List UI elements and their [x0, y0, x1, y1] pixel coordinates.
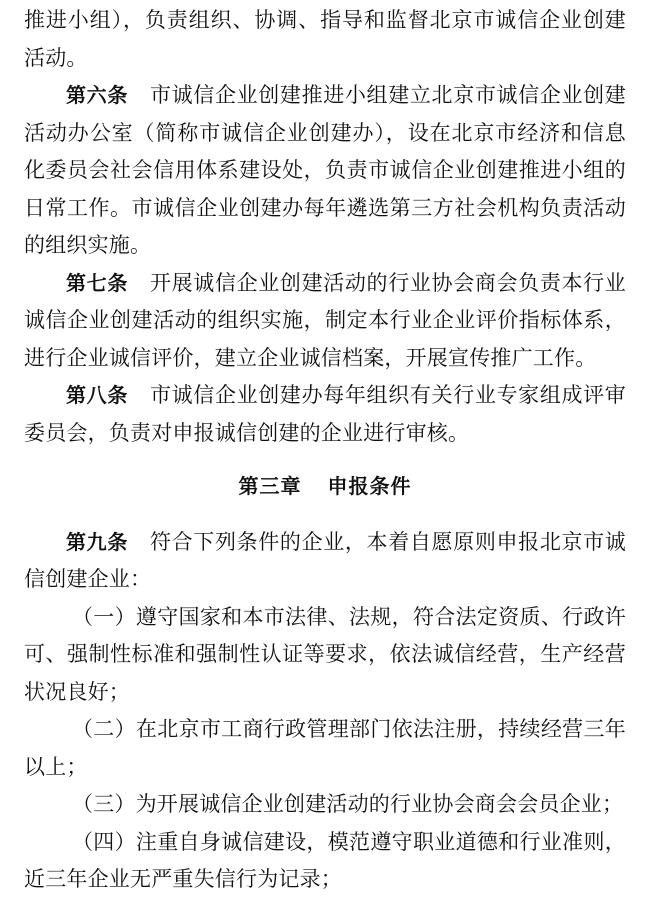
article-text: 开展诚信企业创建活动的行业协会商会负责本行业诚信企业创建活动的组织实施，制定本行业企业评价指标体系，进行企业诚信评价，建立企业诚信档案，开展宣传推广工作。 — [24, 270, 626, 370]
article-text: 市诚信企业创建办每年组织有关行业专家组成评审委员会，负责对申报诚信创建的企业进行审核。 — [24, 383, 626, 445]
condition-item-4 — [24, 824, 626, 899]
article-number: 第八条 — [66, 383, 128, 407]
article-6 — [24, 77, 626, 265]
condition-text: （一）遵守国家和本市法律、法规，符合法定资质、行政许可、强制性标准和强制性认证等要求，依法诚信经营，生产经营状况良好； — [24, 604, 626, 704]
condition-item-1 — [24, 599, 626, 712]
chapter-number: 第三章 — [238, 474, 302, 498]
article-text: 市诚信企业创建推进小组建立北京市诚信企业创建活动办公室（简称市诚信企业创建办），设在北京市经济和信息化委员会社会信用体系建设处，负责市诚信企业创建推进小组的日常工作。市诚信企业创建办每年遴选第三方社会机构负责活动的组织实施。 — [24, 83, 626, 257]
document-page — [24, 2, 626, 899]
condition-item-3 — [24, 786, 626, 824]
condition-text: （二）在北京市工商行政管理部门依法注册，持续经营三年以上； — [24, 717, 626, 779]
article-number: 第九条 — [66, 529, 128, 554]
paragraph-continuation — [24, 2, 626, 77]
article-7 — [24, 265, 626, 378]
article-number: 第六条 — [66, 83, 128, 107]
condition-item-2 — [24, 711, 626, 786]
article-number: 第七条 — [66, 270, 128, 295]
article-8 — [24, 377, 626, 452]
condition-text: （四）注重自身诚信建设，模范遵守职业道德和行业准则，近三年企业无严重失信行为记录； — [24, 829, 626, 891]
article-text: 符合下列条件的企业，本着自愿原则申报北京市诚信创建企业： — [24, 529, 626, 591]
condition-text: （三）为开展诚信企业创建活动的行业协会商会会员企业； — [72, 792, 624, 816]
chapter-title: 申报条件 — [327, 474, 412, 498]
article-9 — [24, 524, 626, 599]
chapter-heading — [24, 468, 626, 506]
paragraph-text: 推进小组），负责组织、协调、指导和监督北京市诚信企业创建活动。 — [24, 8, 626, 70]
